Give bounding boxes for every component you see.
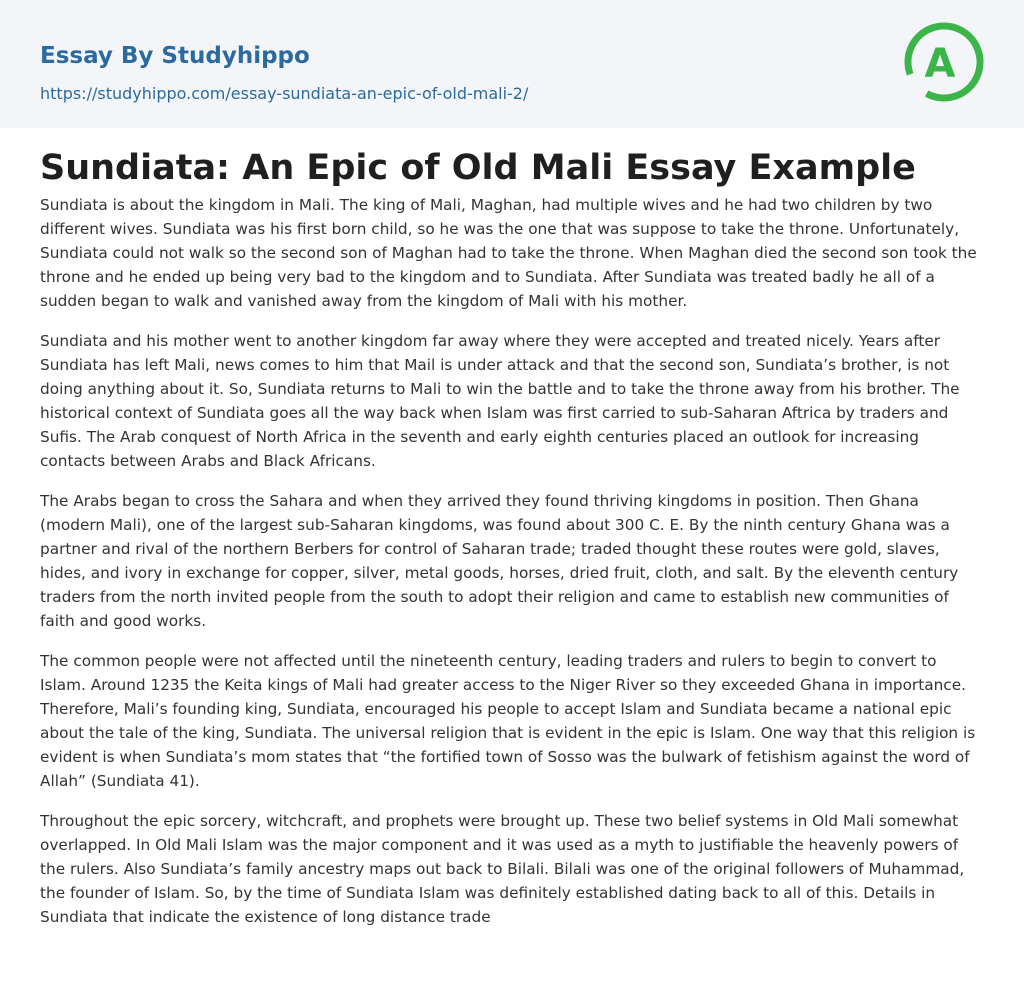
logo-letter: A bbox=[924, 41, 956, 87]
studyhippo-logo-icon[interactable] bbox=[898, 16, 990, 108]
site-brand[interactable]: Essay By Studyhippo bbox=[40, 43, 310, 69]
paragraph: Sundiata and his mother went to another kingdom far away where they were accepted and treated nicely. Years after Sundiata has left Mali, news comes to him that Mail is under attack and that the second son, Sundiata’s brother, is not doing anything about it. So, Sundiata returns to Mali to win the battle and to take the throne away from his brother. The historical context of Sundiata goes all the way back when Islam was first carried to sub-Saharan Aftrica by traders and Sufis. The Arab conquest of North Africa in the seventh and early eighth centuries placed an outlook for increasing contacts between Arabs and Black Africans. bbox=[40, 332, 960, 470]
paragraph: The common people were not affected until the nineteenth century, leading traders and rulers to begin to convert to Islam. Around 1235 the Keita kings of Mali had greater access to the Niger River so they exceeded Ghana in importance. Therefore, Mali’s founding king, Sundiata, encouraged his people to accept Islam and Sundiata became a national epic about the tale of the king, Sundiata. The universal religion that is evident in the epic is Islam. One way that this religion is evident is when Sundiata’s mom states that “the fortified town of Sosso was the bulwark of fetishism against the word of Allah” (Sundiata 41). bbox=[40, 652, 976, 790]
source-url-link[interactable]: https://studyhippo.com/essay-sundiata-an-epic-of-old-mali-2/ bbox=[40, 84, 529, 103]
paragraph: Throughout the epic sorcery, witchcraft, and prophets were brought up. These two belief systems in Old Mali somewhat overlapped. In Old Mali Islam was the major component and it was used as a myth to justifiable the heavenly powers of the rulers. Also Sundiata’s family ancestry maps out back to Bilali. Bilali was one of the original followers of Muhammad, the founder of Islam. So, by the time of Sundiata Islam was definitely established dating back to all of this. Details in Sundiata that indicate the existence of long distance trade bbox=[40, 812, 965, 926]
site-header bbox=[0, 0, 1024, 128]
paragraph: The Arabs began to cross the Sahara and when they arrived they found thriving kingdoms in position. Then Ghana (modern Mali), one of the largest sub-Saharan kingdoms, was found about 300 C. E. By the ninth century Ghana was a partner and rival of the northern Berbers for control of Saharan trade; traded thought these routes were gold, slaves, hides, and ivory in exchange for copper, silver, metal goods, horses, dried fruit, cloth, and salt. By the eleventh century traders from the north invited people from the south to adopt their religion and came to establish new communities of faith and good works. bbox=[40, 492, 959, 630]
article bbox=[0, 128, 1024, 929]
paragraph: Sundiata is about the kingdom in Mali. The king of Mali, Maghan, had multiple wives and he had two children by two different wives. Sundiata was his first born child, so he was the one that was suppose to take the throne. Unfortunately, Sundiata could not walk so the second son of Maghan had to take the throne. When Maghan died the second son took the throne and he ended up being very bad to the kingdom and to Sundiata. After Sundiata was treated badly he all of a sudden began to walk and vanished away from the kingdom of Mali with his mother. bbox=[40, 196, 977, 310]
page-title: Sundiata: An Epic of Old Mali Essay Example bbox=[40, 148, 916, 188]
